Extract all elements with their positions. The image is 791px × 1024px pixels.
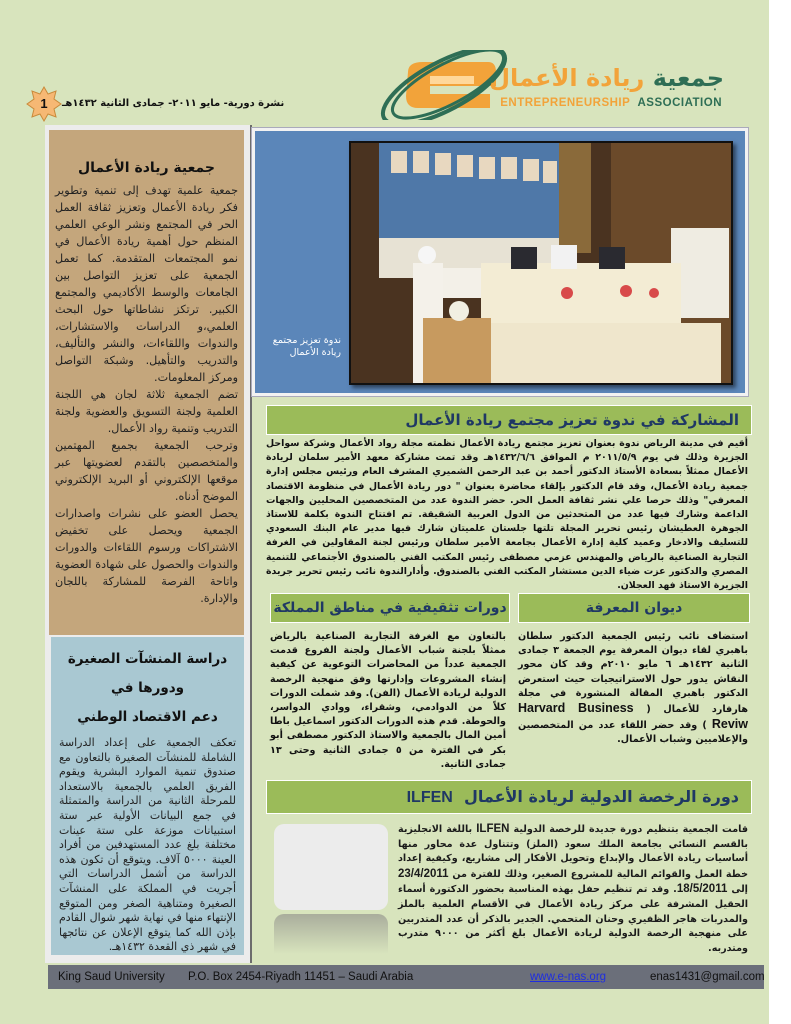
footer-address: P.O. Box 2454-Riyadh 11451 – Saudi Arabia [188,971,414,983]
logo-english-text [500,97,722,109]
knowledge-diwan-header: ديوان المعرفة [518,593,750,623]
logo-arabic-word2: ريادة الأعمال [489,64,645,92]
about-paragraph: جمعية علمية تهدف إلى تنمية وتطوير فكر ريادة الأعمال وتعزيز ثقافة العمل الحر في المجتمع ونشر الوعي العلمي المنظم حول أهمية ريادة الأعمال في نمو المجتمعات المتقدمة. كما تعمل الجمعية على تعزيز التواصل بين الجامعات والوسط الأكاديمي والمجتمع الكبير. ترتكز نشاطاتها حول البحث العلمي،و الدراسات والاستشارات، والندوات واللقاءات، والنشر والتأليف، والتدريب والتأهيل. وشبكة التواصل ومركز المعلومات. [55,184,238,384]
ilfen-text-latin: ILFEN [476,823,510,835]
diwan-text-1: استضاف نائب رئيس الجمعية الدكتور سلطان باهبري لقاء ديوان المعرفة يوم الجمعة ٣ جمادى الثانية ١٤٣٢هـ ٦ مايو ٢٠١٠م وقد كان محور النقاش يدور حول الاستراتيجيات حيث استعرض الدكتور باهبري المقالة المنشورة في مجلة هارفارد للأعمال ( [518,631,748,716]
logo-arabic-word1: جمعية [652,64,724,92]
photo-panel [252,128,748,396]
page-number: 1 [40,96,48,111]
study-body: تعكف الجمعية على إعداد الدراسة الشاملة للمنشآت الصغيرة بالتعاون مع صندوق تنمية الموارد البشرية ويقوم الفريق العلمي بالجمعية بالاستعداد للمرحلة الثانية من الدراسة والمتمثلة في جمع البيانات الأولية عبر ستة استبيانات موزعة على ستة عينات مختلفة بلغ عدد المستهدفين من أفراد العينة ٥٠٠٠ آلاف. ويتوقع أن تكون هذه الدراسة من أشمل الدراسات التي أجريت في المملكة على المنشآت الصغيرة ومتناهية الصغر ومن المتوقع الإنتهاء منها في نهاية شهر شوال القادم بإذن الله كما يتوقع الإعلان عن نتائجها في شهر ذي القعدة ١٤٣٢هـ. [59,736,236,954]
ilfen-section-header [266,780,752,814]
knowledge-diwan-body [518,630,748,748]
footer-email[interactable]: enas1431@gmail.com [650,971,765,983]
symposium-section-header: المشاركة في ندوة تعزيز مجتمع ريادة الأعمال [266,405,752,435]
about-paragraph: وترحب الجمعية بجميع المهتمين والمتخصصين بالتقدم لعضويتها عبر موقعها الإلكتروني أو البريد الإلكتروني الموضح أدناه. [55,439,238,503]
awareness-courses-header: دورات تثقيفية في مناطق المملكة [270,593,510,623]
ilfen-header-latin: ILFEN [406,789,453,806]
about-association-box [49,130,244,635]
ilfen-header-text: دورة الرخصة الدولية لريادة الأعمال [463,787,739,806]
ilfen-text-2: باللغة الانجليزية بالقسم النسائي بجامعة الملك سعود (الملز) وتتناول عدة محاور منها أساسيات ريادة الأعمال والإبداع وتحويل الأفكار إلى مشاريع، وكيفية إعداد خطة العمل والقوائم المالية للمشروع الصغير، وذلك للفترة من [398,824,748,880]
study-title [51,645,244,732]
about-title: جمعية ريادة الأعمال [78,160,215,176]
study-title-line1: دراسة المنشآت الصغيرة ودورها في [67,651,228,696]
symposium-body: أقيم في مدينة الرياض ندوة بعنوان تعزيز مجتمع ريادة الأعمال نظمته مجلة رواد الأعمال وشركة سواحل الجزيرة وذلك في يوم ٢٠١١/٥/٩ م الموافق ١٤٣٢/٦/٦هـ وقد تمت مشاركة معهد الأمير سلمان لريادة الأعمال ممثلاً بسعادة الأستاذ الدكتور أحمد بن عبد الرحمن الشميري المشرف العام ورئيس مجلس إدارة جمعية ريادة الأعمال، وقد قام الدكتور بإلقاء محاضرة بعنوان " دور ريادة الأعمال في منظومة الاقتصاد المعرفي" وذلك حرصا علي نشر ثقافة العمل الحر. حضر الندوة عدد من المتخصصين المحليين والجهات الداعمة وشارك فيها عدد من المتحدثين من الدول العربية الشقيقة. تم افتتاح الندوة بكلمة للاستاذ الجوهرة العطيشان رئيس تحرير المجلة تلتها جلستان علميتان شارك فيها مدير عام البنك السعودي للتسليف والادخار وعميد كلية إدارة الأعمال بجامعة الأمير سلطان ورئيس لجنة المقاولين في الغرفة التجارية الصناعية بالرياض والمهندس عزمي مصطفى رئيس المكتب الفني بالصندوق الأجتماعي للتنمية المصري والدكتور عزت ضياء الدين مستشار المكتب الفني بالصندوق. وأدارالندوة نائب رئيس تحرير جريدة الجزيرة الاستاذ فهد العجلان. [266,438,748,592]
ilfen-image-placeholder [274,824,388,910]
ilfen-image-reflection [274,914,388,954]
footer-bar [48,965,764,989]
logo-arabic-text [489,64,724,92]
issue-date-line: نشرة دورية- مايو ٢٠١١- جمادى الثانية ١٤٣٢هـ [62,98,285,109]
logo-english-word1: ENTREPRENEURSHIP [500,97,631,109]
small-enterprises-study-box [51,637,244,955]
ilfen-body [398,822,748,956]
ilfen-text-4: . وقد تم تنظيم حفل بهذه المناسبة بحضور الدكتورة أسماء الحقيل المشرفة على مركز ريادة الأعمال في الأقسام العلمية بالملز والمدربات هاجر الظفيري وحنان المتحمي. الجدير بالذكر أن عدد المتدربين على منهجية الرخصة الدولية لريادة الأعمال بلغ أكثر من ٩٠٠٠ متدرب ومتدربه. [398,884,748,954]
ilfen-date-to: 18/5/2011 [676,883,728,896]
diwan-latin-title: Harvard Business Reviw [518,701,749,732]
photo-caption: ندوة تعزيز مجتمع ريادة الأعمال [272,335,341,358]
diwan-text-2: ) وقد حضر اللقاء عدد من المتخصصين والإعلاميين وشباب الأعمال. [518,720,748,746]
ilfen-date-from: 23/4/2011 [398,867,449,880]
conference-scene-image [351,143,731,383]
about-paragraph: تضم الجمعية ثلاثة لجان هي اللجنة العلمية ولجنة التسويق والعضوية ولجنة التدريب وتنمية رواد الأعمال. [55,388,238,435]
page-number-badge [26,86,62,122]
ilfen-text-1: قامت الجمعية بتنظيم دورة جديدة للرخصة الدولية [513,824,749,835]
footer-website-link[interactable]: www.e-nas.org [530,971,607,983]
conference-photo [349,141,733,385]
awareness-courses-body: بالتعاون مع الغرفة التجارية الصناعية بالرياض ممثلاً بلجنة شباب الأعمال ولجنة الفروع قدمت الجمعية عدداً من المحاضرات التوعوية عن كيفية إنشاء المشروعات وإدارتها وفق منهجية الرخصة الدولية لريادة الأعمال (الفن). وقد شملت الدورات كلاً من الدوادمي، وشقراء، ووادي الدواسر، والحوطة. قدم هذه الدورات الدكتور اسماعيل باطا أمين المال بالجمعية والاستاذ الدكتور مصطفى أبو بكر في الفترة من ٥ جمادى الثانية وحتى ١٣ جمادى الثانية. [270,631,506,770]
about-paragraph: يحصل العضو على نشرات واصدارات الجمعية ويحصل على تخفيض الاشتراكات ورسوم اللقاءات والدورات والندوات والحصول على شهادة العضوية واتاحة الفرصة للمشاركة باللجان والإدارة. [55,507,238,605]
study-title-line2: دعم الاقتصاد الوطني [77,709,218,725]
ilfen-text-3: إلى [731,884,748,896]
footer-university: King Saud University [58,971,165,983]
logo-english-word2: ASSOCIATION [637,97,722,109]
association-logo [378,50,728,120]
